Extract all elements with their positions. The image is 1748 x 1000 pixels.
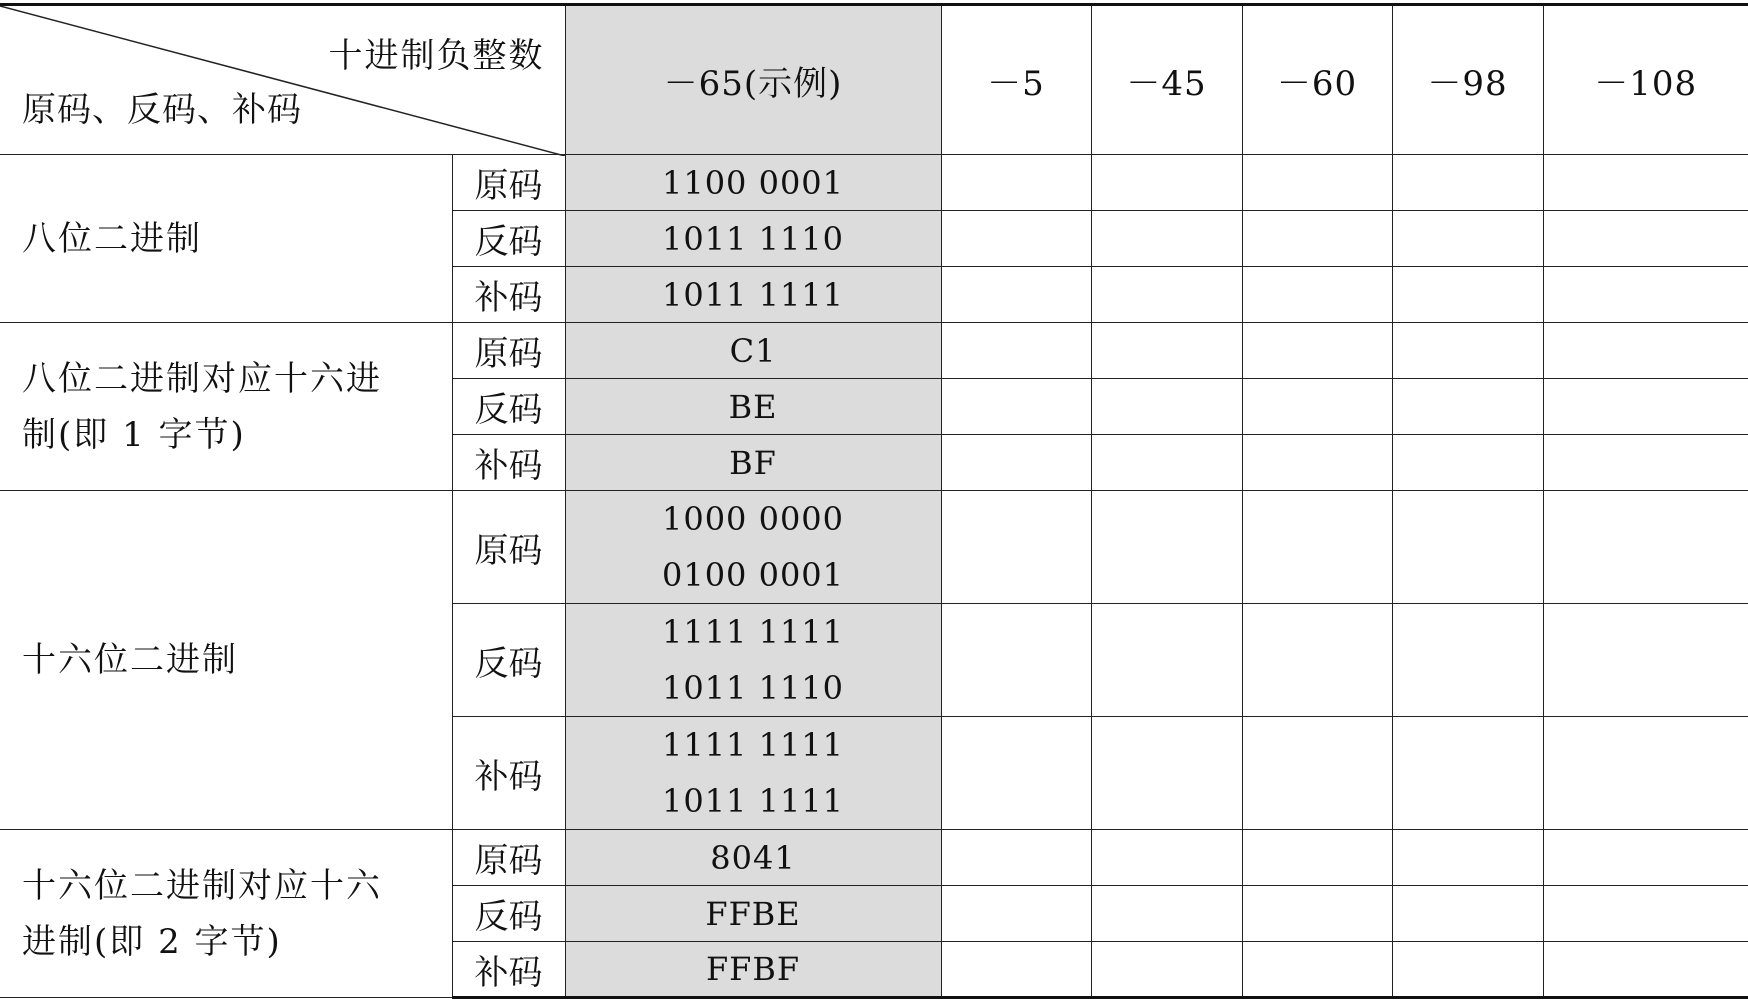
answer-cell[interactable]: [941, 267, 1091, 323]
example-line: 1011 1111: [661, 782, 845, 820]
answer-cell[interactable]: [1543, 155, 1748, 211]
answer-cell[interactable]: [1242, 435, 1392, 491]
answer-cell[interactable]: [1543, 942, 1748, 998]
answer-cell[interactable]: [1091, 942, 1242, 998]
answer-cell[interactable]: [1392, 942, 1543, 998]
example-cell: [565, 604, 941, 717]
answer-cell[interactable]: [1242, 267, 1392, 323]
answer-cell[interactable]: [1392, 604, 1543, 717]
code-type-ones: 反码: [452, 379, 565, 435]
answer-cell[interactable]: [1242, 379, 1392, 435]
code-type-original: 原码: [452, 830, 565, 886]
example-cell: 1011 1110: [565, 211, 941, 267]
answer-cell[interactable]: [941, 155, 1091, 211]
answer-cell[interactable]: [1392, 211, 1543, 267]
answer-cell[interactable]: [1242, 717, 1392, 830]
answer-cell[interactable]: [1091, 155, 1242, 211]
example-cell: [565, 717, 941, 830]
answer-cell[interactable]: [941, 491, 1091, 604]
answer-cell[interactable]: [1091, 886, 1242, 942]
answer-cell[interactable]: [1543, 211, 1748, 267]
answer-cell[interactable]: [941, 942, 1091, 998]
example-column-header: －65(示例): [565, 5, 941, 155]
answer-cell[interactable]: [1091, 435, 1242, 491]
group-label-line: 八位二进制对应十六进: [22, 358, 382, 399]
example-cell: C1: [565, 323, 941, 379]
example-line: 1011 1110: [661, 669, 845, 707]
code-type-header: 原码、反码、补码: [22, 90, 302, 130]
code-type-twos: 补码: [452, 942, 565, 998]
answer-cell[interactable]: [1392, 267, 1543, 323]
example-cell: BF: [565, 435, 941, 491]
example-line: 0100 0001: [661, 556, 845, 594]
answer-cell[interactable]: [1091, 267, 1242, 323]
answer-cell[interactable]: [1392, 379, 1543, 435]
answer-cell[interactable]: [1091, 604, 1242, 717]
answer-cell[interactable]: [1091, 379, 1242, 435]
answer-cell[interactable]: [1242, 604, 1392, 717]
example-cell: 1011 1111: [565, 267, 941, 323]
answer-cell[interactable]: [1392, 435, 1543, 491]
answer-cell[interactable]: [941, 379, 1091, 435]
group-label-16bit-hex: [0, 830, 452, 998]
code-type-ones: 反码: [452, 886, 565, 942]
example-cell: 1100 0001: [565, 155, 941, 211]
answer-cell[interactable]: [1091, 717, 1242, 830]
answer-cell[interactable]: [941, 435, 1091, 491]
answer-cell[interactable]: [1091, 211, 1242, 267]
code-type-twos: 补码: [452, 717, 565, 830]
diagonal-header-cell: [0, 5, 565, 155]
answer-cell[interactable]: [1392, 830, 1543, 886]
answer-cell[interactable]: [1392, 491, 1543, 604]
group-label-line: 十六位二进制对应十六: [22, 865, 382, 906]
answer-cell[interactable]: [1543, 267, 1748, 323]
value-header-5: －108: [1543, 5, 1748, 155]
answer-cell[interactable]: [941, 830, 1091, 886]
answer-cell[interactable]: [1543, 717, 1748, 830]
answer-cell[interactable]: [1091, 323, 1242, 379]
example-cell: 8041: [565, 830, 941, 886]
group-label-line: 进制(即 2 字节): [22, 921, 282, 962]
code-type-twos: 补码: [452, 435, 565, 491]
code-type-ones: 反码: [452, 211, 565, 267]
answer-cell[interactable]: [941, 886, 1091, 942]
answer-cell[interactable]: [1242, 886, 1392, 942]
answer-cell[interactable]: [1091, 491, 1242, 604]
decimal-negative-integer-header: 十进制负整数: [328, 36, 545, 76]
answer-cell[interactable]: [1392, 717, 1543, 830]
answer-cell[interactable]: [1242, 942, 1392, 998]
group-label-8bit-binary: 八位二进制: [0, 155, 452, 323]
answer-cell[interactable]: [1543, 886, 1748, 942]
answer-cell[interactable]: [1392, 155, 1543, 211]
answer-cell[interactable]: [1543, 604, 1748, 717]
answer-cell[interactable]: [1543, 435, 1748, 491]
answer-cell[interactable]: [1091, 830, 1242, 886]
group-label-line: 制(即 1 字节): [22, 414, 246, 455]
example-line: 1111 1111: [661, 726, 845, 764]
answer-cell[interactable]: [1242, 491, 1392, 604]
answer-cell[interactable]: [1543, 491, 1748, 604]
answer-cell[interactable]: [1392, 886, 1543, 942]
value-header-4: －98: [1392, 5, 1543, 155]
code-type-original: 原码: [452, 323, 565, 379]
example-line: 1000 0000: [661, 500, 845, 538]
answer-cell[interactable]: [941, 717, 1091, 830]
value-header-3: －60: [1242, 5, 1392, 155]
answer-cell[interactable]: [1242, 155, 1392, 211]
code-type-original: 原码: [452, 155, 565, 211]
answer-cell[interactable]: [1242, 830, 1392, 886]
example-line: 1111 1111: [661, 613, 845, 651]
answer-cell[interactable]: [1392, 323, 1543, 379]
example-cell: FFBF: [565, 942, 941, 998]
group-label-8bit-hex: [0, 323, 452, 491]
answer-cell[interactable]: [941, 604, 1091, 717]
answer-cell[interactable]: [1242, 323, 1392, 379]
code-type-original: 原码: [452, 491, 565, 604]
answer-cell[interactable]: [941, 323, 1091, 379]
example-cell: [565, 491, 941, 604]
number-code-table: [0, 3, 1748, 999]
value-header-2: －45: [1091, 5, 1242, 155]
code-type-twos: 补码: [452, 267, 565, 323]
code-type-ones: 反码: [452, 604, 565, 717]
answer-cell[interactable]: [1242, 211, 1392, 267]
group-label-16bit-binary: 十六位二进制: [0, 491, 452, 830]
answer-cell[interactable]: [1543, 830, 1748, 886]
example-cell: BE: [565, 379, 941, 435]
answer-cell[interactable]: [941, 211, 1091, 267]
answer-cell[interactable]: [1543, 323, 1748, 379]
example-cell: FFBE: [565, 886, 941, 942]
answer-cell[interactable]: [1543, 379, 1748, 435]
value-header-1: －5: [941, 5, 1091, 155]
